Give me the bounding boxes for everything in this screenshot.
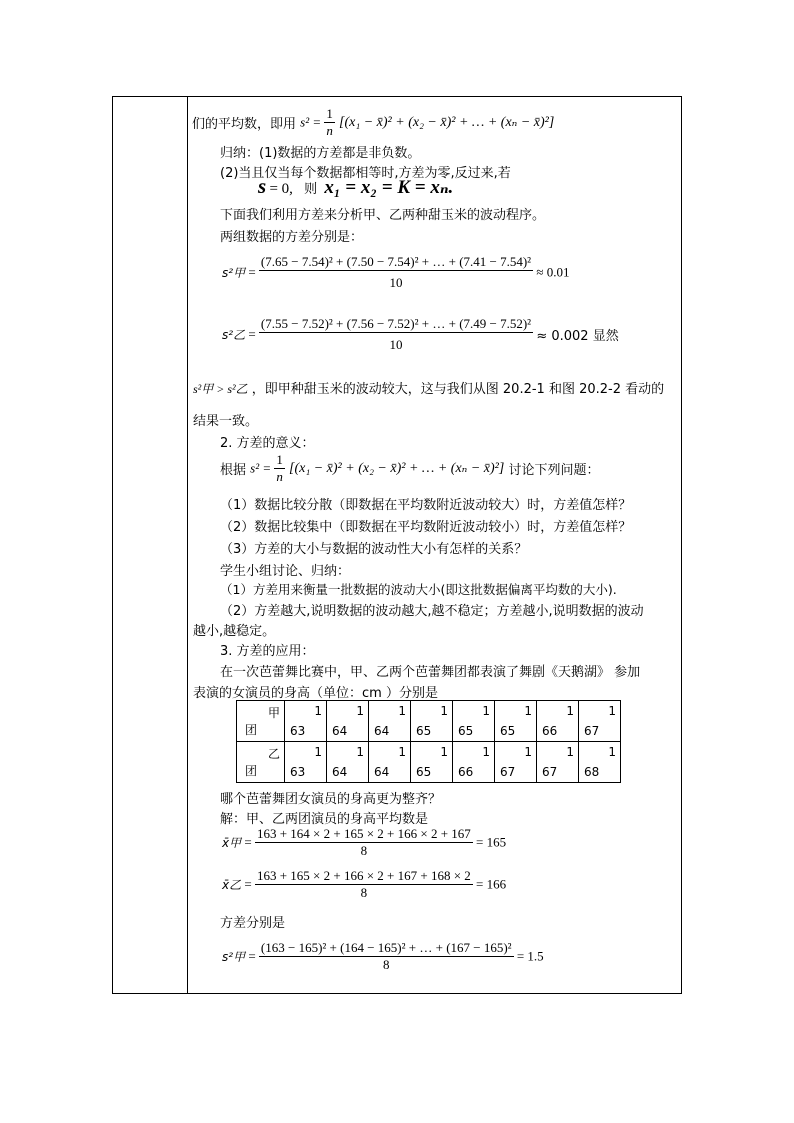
conclusion-1: （1）方差用来衡量一批数据的波动大小(即这批数据偏离平均数的大小).	[220, 582, 617, 597]
variance-jia-heights-formula: s²甲 = $\frac{\text{(163 − 165)² + (164 − 165)² + … + (167 − 165)²}}{8}$ = 1.5	[222, 940, 544, 972]
text-line: 们的平均数，即用	[192, 117, 297, 132]
conclusion-2-cont: 越小,越稳定。	[193, 624, 276, 639]
mean-yi-formula: x̄乙 = $\frac{163 + 165 \times 2 + 166 \times 2 + 167 + 168 \times 2}{8}$ = 166	[222, 868, 507, 900]
formula-body: [(x₁ − x̄)² + (x₂ − x̄)² + … + (xₙ − x̄)²]	[339, 115, 555, 130]
fraction-1-n: $\frac{1}{n}$	[326, 106, 333, 138]
table-cell: 1 64	[369, 742, 411, 783]
two-groups-variance: 两组数据的方差分别是：	[220, 230, 364, 245]
table-cell: 1 64	[369, 701, 411, 742]
summary-line-2: (2)当且仅当每个数据都相等时,方差为零,反过来,若	[220, 166, 511, 181]
table-cell: 1 67	[537, 742, 579, 783]
problem-line-1: 在一次芭蕾舞比赛中，甲、乙两个芭蕾舞团都表演了舞剧《天鹅湖》 参加	[220, 665, 641, 680]
table-cell: 1 67	[495, 742, 537, 783]
variance-yi-formula: s²乙 = $\frac{\text{(7.55 − 7.52)² + (7.56 − 7.52)² + … + (7.49 − 7.52)²}}{10}$ ≈ 0.002 显然	[222, 316, 619, 352]
table-cell: 1 63	[285, 701, 327, 742]
summary-line-1: 归纳：(1)数据的方差都是非负数。	[220, 146, 421, 161]
mean-yi-fraction: $\frac{163 + 165 \times 2 + 166 \times 2 + 167 + 168 \times 2}{8}$	[256, 868, 471, 900]
formula-lhs: s² =	[300, 114, 325, 130]
problem-line-2: 表演的女演员的身高（单位：cm ）分别是	[193, 686, 438, 701]
discussion-formula-line: 根据 s² = $\frac{1}{n}$ [(x₁ − x̄)² + (x₂ − x̄)² + … + (xₙ − x̄)²] 讨论下列问题：	[220, 452, 600, 484]
table-cell: 1 64	[327, 701, 369, 742]
comparison-line: s²甲 > s²乙 ，即甲种甜玉米的波动较大，这与我们从图 20.2-1 和图 20.2-2 看动的	[193, 382, 665, 397]
result-line: 结果一致。	[193, 414, 259, 429]
variance-jia-fraction: $\frac{\text{(7.65 − 7.54)² + (7.50 − 7.54)² + … + (7.41 − 7.54)²}}{10}$	[260, 254, 532, 290]
mean-jia-formula: x̄甲 = $\frac{163 + 164 \times 2 + 165 \times 2 + 166 \times 2 + 167}{8}$ = 165	[222, 826, 507, 858]
mean-jia-fraction: $\frac{163 + 164 \times 2 + 165 \times 2 + 166 \times 2 + 167}{8}$	[256, 826, 471, 858]
discussion-heading: 学生小组讨论、归纳：	[220, 564, 351, 579]
table-cell: 1 65	[411, 701, 453, 742]
equal-values-formula: s = 0, 则 x₁ = x₂ = K = xₙ.	[258, 174, 454, 198]
question-1: （1）数据比较分散（即数据在平均数附近波动较大）时，方差值怎样？	[220, 498, 632, 513]
table-row	[237, 701, 621, 742]
table-cell: 1 66	[537, 701, 579, 742]
analysis-intro: 下面我们利用方差来分析甲、乙两种甜玉米的波动程序。	[220, 208, 546, 223]
table-cell: 1 67	[579, 701, 621, 742]
solution-intro: 解：甲、乙两团演员的身高平均数是	[220, 812, 429, 827]
row-label-jia: 甲 团	[237, 701, 285, 742]
row-label-yi: 乙 团	[237, 742, 285, 783]
question-which-team: 哪个芭蕾舞团女演员的身高更为整齐？	[220, 792, 442, 807]
table-cell: 1 63	[285, 742, 327, 783]
heights-table	[236, 700, 621, 783]
variance-jia-formula: s²甲 = $\frac{\text{(7.65 − 7.54)² + (7.50 − 7.54)² + … + (7.41 − 7.54)²}}{10}$ ≈ 0.01	[222, 254, 570, 290]
variance-jia-heights-fraction: $\frac{\text{(163 − 165)² + (164 − 165)² + … + (167 − 165)²}}{8}$	[260, 940, 512, 972]
table-cell: 1 64	[327, 742, 369, 783]
table-row	[237, 742, 621, 783]
fraction-1-n: $\frac{1}{n}$	[276, 452, 283, 484]
question-3: （3）方差的大小与数据的波动性大小有怎样的关系？	[220, 542, 528, 557]
section-heading-application: 3. 方差的应用：	[220, 644, 315, 659]
table-cell: 1 68	[579, 742, 621, 783]
question-2: （2）数据比较集中（即数据在平均数附近波动较小）时，方差值怎样？	[220, 520, 632, 535]
variance-definition-line	[192, 106, 554, 139]
table-cell: 1 65	[453, 701, 495, 742]
table-cell: 1 65	[411, 742, 453, 783]
variance-yi-fraction: $\frac{\text{(7.55 − 7.52)² + (7.56 − 7.52)² + … + (7.49 − 7.52)²}}{10}$	[260, 316, 532, 352]
variance-results-heading: 方差分别是	[220, 916, 286, 931]
section-heading-meaning: 2. 方差的意义：	[220, 436, 315, 451]
table-cell: 1 65	[495, 701, 537, 742]
table-cell: 1 66	[453, 742, 495, 783]
conclusion-2: （2）方差越大,说明数据的波动越大,越不稳定；方差越小,说明数据的波动	[220, 604, 644, 619]
column-divider	[187, 97, 188, 993]
